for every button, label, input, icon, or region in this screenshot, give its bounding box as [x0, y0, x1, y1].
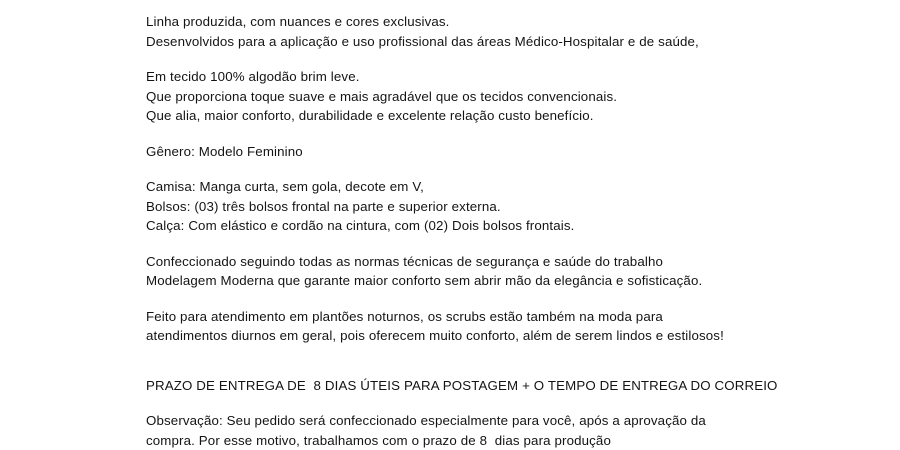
text-line: Gênero: Modelo Feminino	[146, 142, 860, 162]
paragraph-uso	[146, 307, 860, 346]
text-line: Observação: Seu pedido será confeccionado especialmente para você, após a aprovação da	[146, 411, 860, 431]
text-line: Linha produzida, com nuances e cores exclusivas.	[146, 12, 860, 32]
paragraph-composicao	[146, 177, 860, 236]
text-line: compra. Por esse motivo, trabalhamos com o prazo de 8 dias para produção	[146, 431, 860, 450]
paragraph-tecido	[146, 67, 860, 126]
text-line: Desenvolvidos para a aplicação e uso profissional das áreas Médico-Hospitalar e de saúde,	[146, 32, 860, 52]
text-line: Modelagem Moderna que garante maior conforto sem abrir mão da elegância e sofisticação.	[146, 271, 860, 291]
text-line: Feito para atendimento em plantões noturnos, os scrubs estão também na moda para	[146, 307, 860, 327]
paragraph-genero	[146, 142, 860, 162]
text-line: atendimentos diurnos em geral, pois oferecem muito conforto, além de serem lindos e estilosos!	[146, 326, 860, 346]
text-line: Confeccionado seguindo todas as normas técnicas de segurança e saúde do trabalho	[146, 252, 860, 272]
text-line: Bolsos: (03) três bolsos frontal na parte e superior externa.	[146, 197, 860, 217]
paragraph-prazo-entrega	[146, 376, 860, 396]
paragraph-intro	[146, 12, 860, 51]
text-line: Em tecido 100% algodão brim leve.	[146, 67, 860, 87]
paragraph-normas	[146, 252, 860, 291]
text-line: Que proporciona toque suave e mais agradável que os tecidos convencionais.	[146, 87, 860, 107]
text-line: Que alia, maior conforto, durabilidade e excelente relação custo benefício.	[146, 106, 860, 126]
text-line: Camisa: Manga curta, sem gola, decote em V,	[146, 177, 860, 197]
text-line: Calça: Com elástico e cordão na cintura, com (02) Dois bolsos frontais.	[146, 216, 860, 236]
text-line: PRAZO DE ENTREGA DE 8 DIAS ÚTEIS PARA POSTAGEM + O TEMPO DE ENTREGA DO CORREIO	[146, 376, 860, 396]
